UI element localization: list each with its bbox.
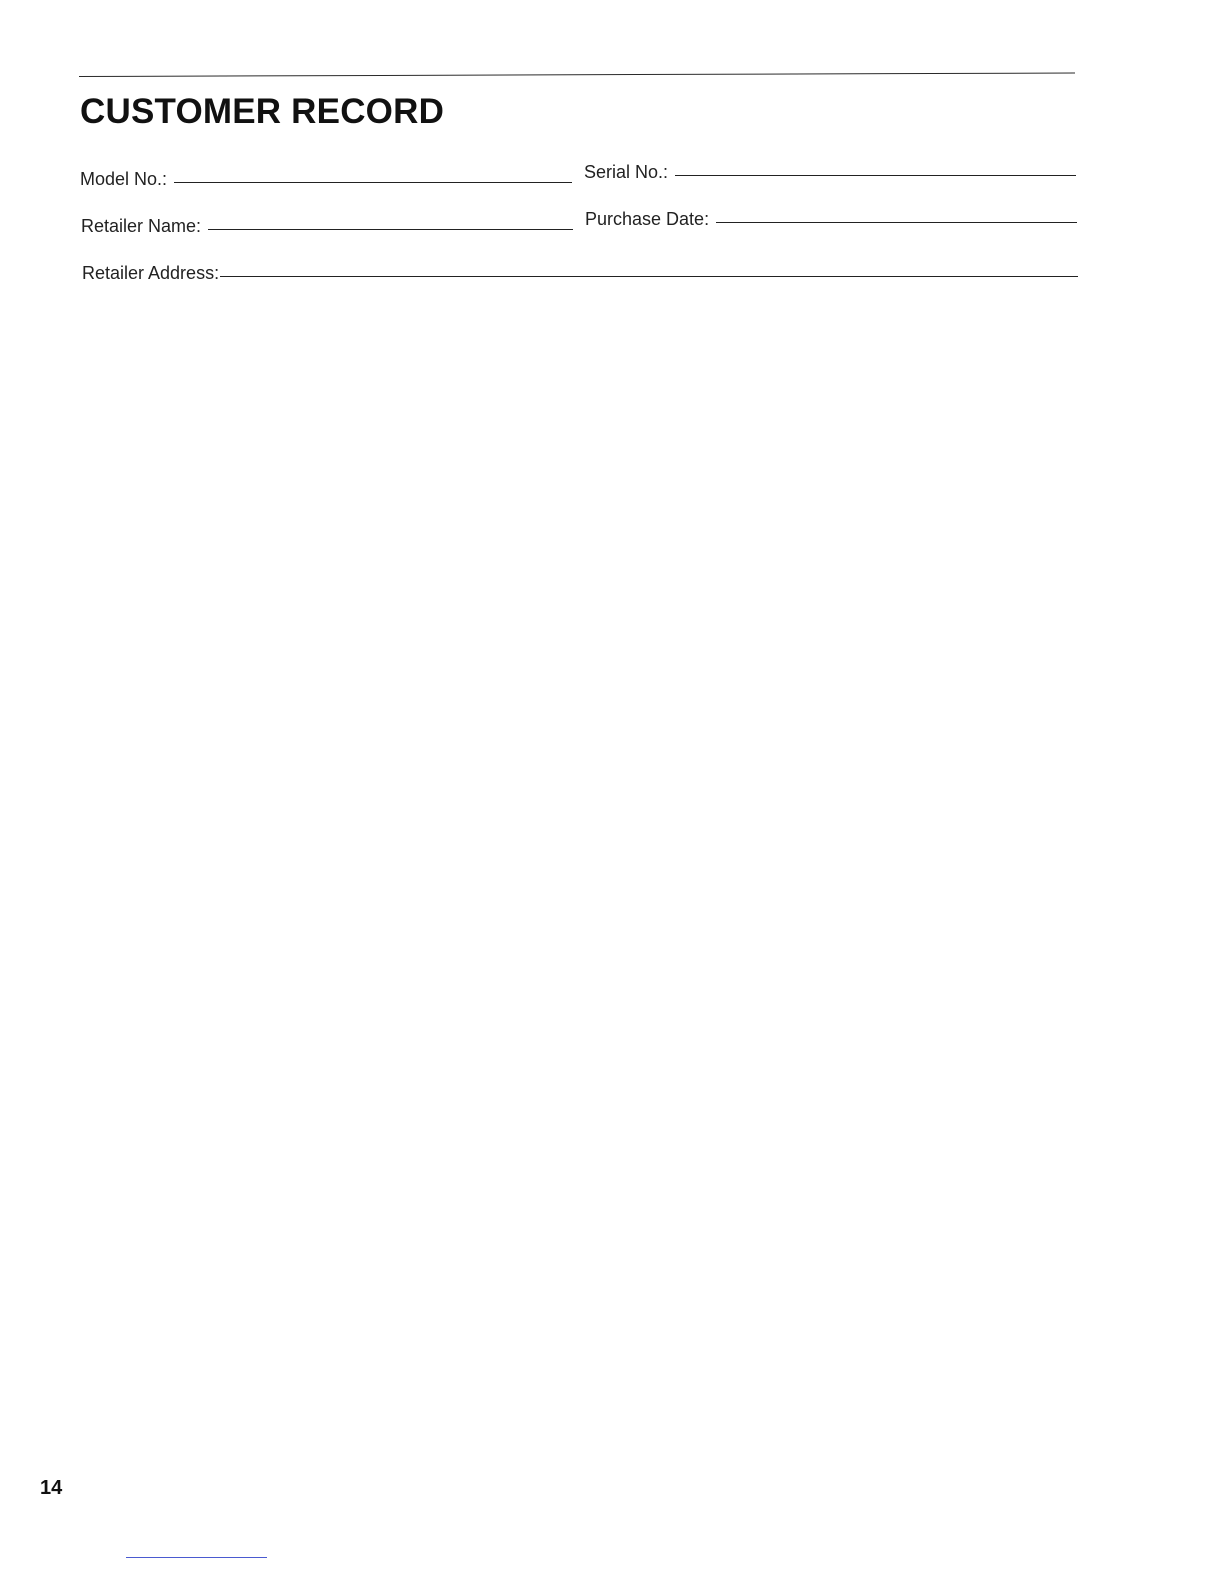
- model-no-field[interactable]: [80, 170, 572, 188]
- purchase-date-field[interactable]: [585, 210, 1077, 228]
- model-no-blank[interactable]: [174, 181, 572, 183]
- retailer-name-field[interactable]: [81, 217, 573, 235]
- serial-no-label: Serial No.:: [584, 162, 669, 182]
- model-no-label: Model No.:: [80, 169, 168, 189]
- serial-no-field[interactable]: [584, 163, 1076, 181]
- page-title: CUSTOMER RECORD: [80, 92, 445, 131]
- retailer-address-field[interactable]: [82, 264, 1078, 282]
- bottom-link-underline: [126, 1557, 267, 1558]
- top-divider: [79, 73, 1075, 77]
- retailer-address-label: Retailer Address:: [82, 263, 220, 283]
- page-number: 14: [40, 1477, 63, 1499]
- retailer-name-blank[interactable]: [208, 228, 573, 230]
- purchase-date-blank[interactable]: [716, 221, 1077, 223]
- purchase-date-label: Purchase Date:: [585, 209, 710, 229]
- serial-no-blank[interactable]: [675, 174, 1076, 176]
- retailer-name-label: Retailer Name:: [81, 216, 202, 236]
- retailer-address-blank[interactable]: [220, 275, 1078, 277]
